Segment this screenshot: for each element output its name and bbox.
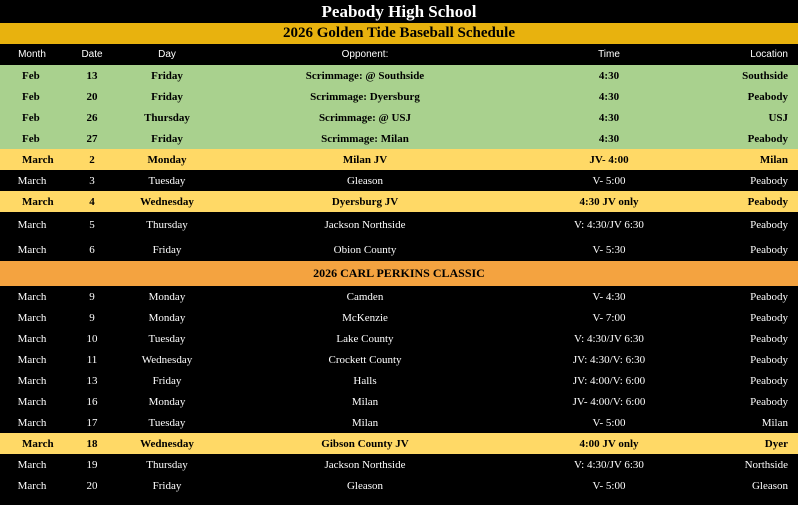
cell-location: Peabody [747, 90, 788, 103]
cell-day: Friday [151, 132, 183, 145]
cell-location: Peabody [750, 219, 788, 231]
cell-time: V: 4:30/JV 6:30 [574, 458, 644, 471]
cell-day: Tuesday [148, 332, 186, 345]
header-day: Day [158, 49, 176, 60]
cell-opponent: Milan JV [342, 153, 388, 166]
cell-opponent: Camden [346, 290, 384, 303]
cell-time: JV: 4:00/V: 6:00 [572, 374, 646, 387]
cell-opponent: Jackson Northside [324, 219, 406, 231]
cell-opponent: Obion County [333, 243, 397, 256]
cell-day: Friday [152, 243, 182, 256]
cell-location: USJ [768, 111, 788, 124]
cell-location: Peabody [747, 132, 788, 145]
cell-month: March [22, 153, 54, 166]
cell-month: March [17, 332, 47, 345]
cell-time: 4:30 JV only [579, 195, 639, 208]
cell-day: Wednesday [141, 353, 193, 366]
cell-opponent: Dyersburg JV [331, 195, 399, 208]
cell-date: 4 [89, 195, 95, 208]
cell-location: Peabody [750, 332, 788, 345]
table-row [0, 454, 798, 475]
cell-month: March [17, 416, 47, 429]
cell-day: Wednesday [140, 195, 194, 208]
cell-day: Friday [151, 90, 183, 103]
classic-games [0, 286, 798, 496]
cell-day: Wednesday [140, 437, 194, 450]
cell-time: 4:30 [598, 111, 620, 124]
cell-date: 13 [86, 69, 98, 82]
cell-date: 20 [86, 479, 98, 492]
cell-month: March [17, 395, 47, 408]
cell-day: Thursday [146, 458, 188, 471]
cell-month: March [22, 195, 54, 208]
table-row [0, 349, 798, 370]
table-row [0, 475, 798, 496]
cell-location: Milan [761, 416, 788, 429]
table-row [0, 370, 798, 391]
cell-time: JV- 4:00/V: 6:00 [572, 395, 646, 408]
cell-time: 4:30 [598, 69, 620, 82]
cell-opponent: Crockett County [328, 353, 402, 366]
cell-date: 26 [86, 111, 98, 124]
cell-location: Peabody [750, 243, 788, 256]
table-row [0, 128, 798, 149]
cell-day: Thursday [144, 111, 190, 124]
column-header-row [0, 44, 798, 65]
cell-time: V- 5:00 [592, 479, 626, 492]
cell-location: Dyer [764, 437, 788, 450]
table-row [0, 65, 798, 86]
cell-time: V: 4:30/JV 6:30 [574, 219, 644, 231]
cell-date: 18 [86, 437, 98, 450]
cell-opponent: Lake County [336, 332, 394, 345]
school-title: Peabody High School [0, 0, 798, 23]
cell-month: March [17, 243, 47, 256]
table-row [0, 149, 798, 170]
cell-opponent: Milan [351, 416, 379, 429]
cell-opponent: Halls [353, 374, 377, 387]
cell-month: Feb [22, 111, 40, 124]
header-month: Month [18, 49, 46, 60]
cell-day: Friday [151, 69, 183, 82]
cell-time: 4:30 [598, 90, 620, 103]
cell-time: 4:00 JV only [579, 437, 639, 450]
cell-time: V- 5:30 [592, 243, 626, 256]
table-row [0, 170, 798, 191]
table-row [0, 107, 798, 128]
cell-month: Feb [22, 90, 40, 103]
cell-day: Monday [148, 311, 186, 324]
table-row [0, 238, 798, 261]
cell-month: March [17, 458, 47, 471]
cell-opponent: Scrimmage: @ USJ [318, 111, 412, 124]
cell-opponent: Jackson Northside [324, 458, 406, 471]
cell-location: Southside [742, 69, 788, 82]
cell-date: 16 [86, 395, 98, 408]
cell-month: March [17, 374, 47, 387]
cell-day: Thursday [146, 219, 188, 231]
cell-date: 10 [86, 332, 98, 345]
cell-date: 9 [89, 290, 95, 303]
header-location: Location [750, 49, 788, 60]
cell-day: Monday [148, 395, 186, 408]
cell-location: Peabody [750, 353, 788, 366]
cell-day: Tuesday [148, 174, 186, 187]
table-row [0, 212, 798, 238]
cell-day: Friday [152, 374, 182, 387]
cell-time: JV: 4:30/V: 6:30 [572, 353, 646, 366]
cell-location: Peabody [750, 395, 788, 408]
cell-location: Northside [744, 458, 788, 471]
cell-month: March [17, 290, 47, 303]
cell-day: Friday [152, 479, 182, 492]
table-row [0, 391, 798, 412]
cell-location: Peabody [747, 195, 788, 208]
table-row [0, 86, 798, 107]
cell-date: 2 [89, 153, 95, 166]
cell-opponent: Gleason [346, 174, 384, 187]
cell-month: March [17, 311, 47, 324]
cell-date: 9 [89, 311, 95, 324]
cell-date: 27 [86, 132, 98, 145]
header-opponent: Opponent: [341, 49, 389, 60]
cell-date: 5 [89, 219, 95, 231]
classic-title-banner: 2026 CARL PERKINS CLASSIC [0, 261, 798, 286]
cell-date: 3 [89, 174, 95, 187]
cell-date: 6 [89, 243, 95, 256]
cell-opponent: Gleason [346, 479, 384, 492]
cell-date: 17 [86, 416, 98, 429]
cell-opponent: Scrimmage: @ Southside [305, 69, 425, 82]
pre-classic-games [0, 65, 798, 261]
header-date: Date [81, 49, 103, 60]
cell-location: Peabody [750, 311, 788, 324]
cell-location: Peabody [750, 290, 788, 303]
cell-month: March [17, 353, 47, 366]
cell-date: 11 [86, 353, 98, 366]
table-row [0, 412, 798, 433]
cell-month: March [22, 437, 54, 450]
cell-date: 19 [86, 458, 98, 471]
cell-location: Peabody [750, 174, 788, 187]
cell-month: March [17, 479, 47, 492]
cell-month: Feb [22, 132, 40, 145]
cell-day: Tuesday [148, 416, 186, 429]
cell-month: March [17, 219, 47, 231]
table-row [0, 191, 798, 212]
table-row [0, 433, 798, 454]
cell-date: 13 [86, 374, 98, 387]
header-time: Time [598, 49, 620, 60]
cell-time: JV- 4:00 [589, 153, 629, 166]
table-row [0, 307, 798, 328]
cell-time: 4:30 [598, 132, 620, 145]
cell-opponent: Scrimmage: Dyersburg [310, 90, 420, 103]
cell-location: Peabody [750, 374, 788, 387]
cell-date: 20 [86, 90, 98, 103]
cell-day: Monday [147, 153, 187, 166]
cell-day: Monday [148, 290, 186, 303]
cell-opponent: Milan [351, 395, 379, 408]
cell-opponent: McKenzie [342, 311, 388, 324]
cell-month: Feb [22, 69, 40, 82]
cell-time: V- 5:00 [592, 174, 626, 187]
table-row [0, 286, 798, 307]
cell-location: Milan [759, 153, 788, 166]
cell-time: V: 4:30/JV 6:30 [574, 332, 644, 345]
cell-time: V- 7:00 [592, 311, 626, 324]
table-row [0, 328, 798, 349]
cell-time: V- 4:30 [592, 290, 626, 303]
cell-location: Gleason [751, 479, 788, 492]
cell-opponent: Scrimmage: Milan [321, 132, 409, 145]
cell-month: March [17, 174, 47, 187]
cell-time: V- 5:00 [592, 416, 626, 429]
cell-opponent: Gibson County JV [321, 437, 409, 450]
schedule-title-banner: 2026 Golden Tide Baseball Schedule [0, 23, 798, 44]
